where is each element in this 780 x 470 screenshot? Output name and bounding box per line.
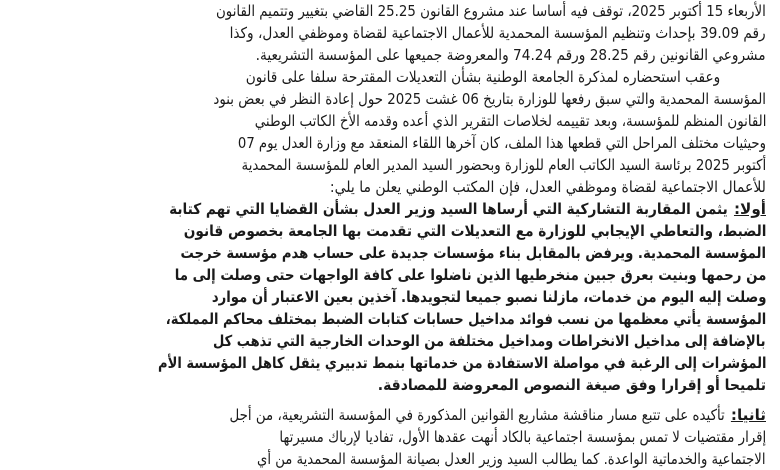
line-text: إقرار مقتضيات لا تمس بمؤسسة اجتماعية بالكاد أنهت عقدها الأول، تفاديا لإرباك مسيرتها [279, 428, 766, 446]
text-line [0, 44, 780, 66]
line-text: للأعمال الاجتماعية لقضاة وموظفي العدل، فإن المكتب الوطني يعلن ما يلي: [329, 178, 766, 196]
line-text: المؤسسة يأتي معظمها من نسب فوائد مداخيل حسابات كتابات الضبط بمختلف محاكم المملكة، [165, 310, 766, 328]
text-line [0, 0, 780, 22]
text-line [0, 22, 780, 44]
text-line [0, 66, 780, 88]
text-line [0, 308, 780, 330]
text-line [0, 110, 780, 132]
line-text: الضبط، والتعاطي الإيجابي للوزارة مع التعديلات التي تقدمت بها الجامعة بخصوص قانون [183, 222, 766, 240]
line-text: القانون المنظم للمؤسسة، وبعد تقييمه لخلاصات التقرير الذي أعده وقدمه الأخ الكاتب الوطني [254, 112, 766, 130]
line-text: المؤشرات إلى الرغبة في مواصلة الاستفادة من خدماتها بنمط تدبيري يثقل كاهل المؤسسة الأم [157, 354, 766, 372]
text-line [0, 404, 780, 426]
text-line [0, 154, 780, 176]
line-text: وعقب استحضاره لمذكرة الجامعة الوطنية بشأن التعديلات المقترحة سلفا على قانون [245, 68, 720, 86]
text-line [0, 132, 780, 154]
line-text: الاجتماعية والخدماتية الواعدة. كما يطالب السيد وزير العدل بصيانة المؤسسة المحمدية من أي [257, 450, 766, 468]
line-text: من رحمها وبنيت بعرق جبين منخرطيها الذين ناضلوا على كافة الواجهات حتى وصلت إلى ما [174, 266, 766, 284]
text-line [0, 330, 780, 352]
line-text: المؤسسة المحمدية. ويرفض بالمقابل بناء مؤسسات جديدة على حساب هدم مؤسسة خرجت [180, 244, 766, 262]
text-line [0, 352, 780, 374]
line-text: مشروعي القانونين رقم 28.25 ورقم 74.24 والمعروضة جميعها على المؤسسة التشريعية. [256, 46, 766, 64]
line-text: تأكيده على تتبع مسار مناقشة مشاريع القوانين المذكورة في المؤسسة التشريعية، من أجل [229, 406, 725, 424]
line-text: تلميحا أو إقرارا وفق صيغة النصوص المعروضة للمصادقة. [377, 376, 766, 394]
text-line [0, 448, 780, 470]
line-text: الأربعاء 15 أكتوبر 2025، توقف فيه أساسا عند مشروع القانون 25.25 القاضي بتغيير وتتميم القانون [216, 2, 766, 20]
text-line [0, 264, 780, 286]
text-line [0, 426, 780, 448]
item-first-label: أولا: [733, 200, 766, 218]
text-line [0, 176, 780, 198]
line-text: المؤسسة المحمدية والتي سبق رفعها للوزارة بتاريخ 06 غشت 2025 حول إعادة النظر في بعض بنود [213, 90, 766, 108]
line-text: يثمن المقاربة التشاركية التي أرساها السيد وزير العدل بشأن القضايا التي تهم كتابة [169, 200, 728, 218]
item-second-label: ثانيا: [730, 406, 766, 424]
text-line [0, 220, 780, 242]
line-text: بالإضافة إلى مداخيل الانخراطات ومداخيل مختلفة من الوحدات الخارجية التي تذهب كل [213, 332, 766, 350]
text-line [0, 374, 780, 396]
line-text: رقم 39.09 بإحداث وتنظيم المؤسسة المحمدية للأعمال الاجتماعية لقضاة وموظفي العدل، وكذا [229, 24, 766, 42]
line-text: وحيثيات مختلف المراحل التي قطعها هذا الملف، كان آخرها اللقاء المنعقد مع وزارة العدل يوم 07 [237, 134, 766, 152]
text-line [0, 286, 780, 308]
line-text: وصلت إليه اليوم من خدمات، مازلنا نصبو جميعا لتجويدها. آخذين بعين الاعتبار أن موارد [211, 288, 766, 306]
text-line [0, 88, 780, 110]
line-text: أكتوبر 2025 برئاسة السيد الكاتب العام للوزارة وبحضور السيد المدير العام للمؤسسة المحمدية [241, 156, 766, 174]
text-line [0, 198, 780, 220]
text-line [0, 242, 780, 264]
